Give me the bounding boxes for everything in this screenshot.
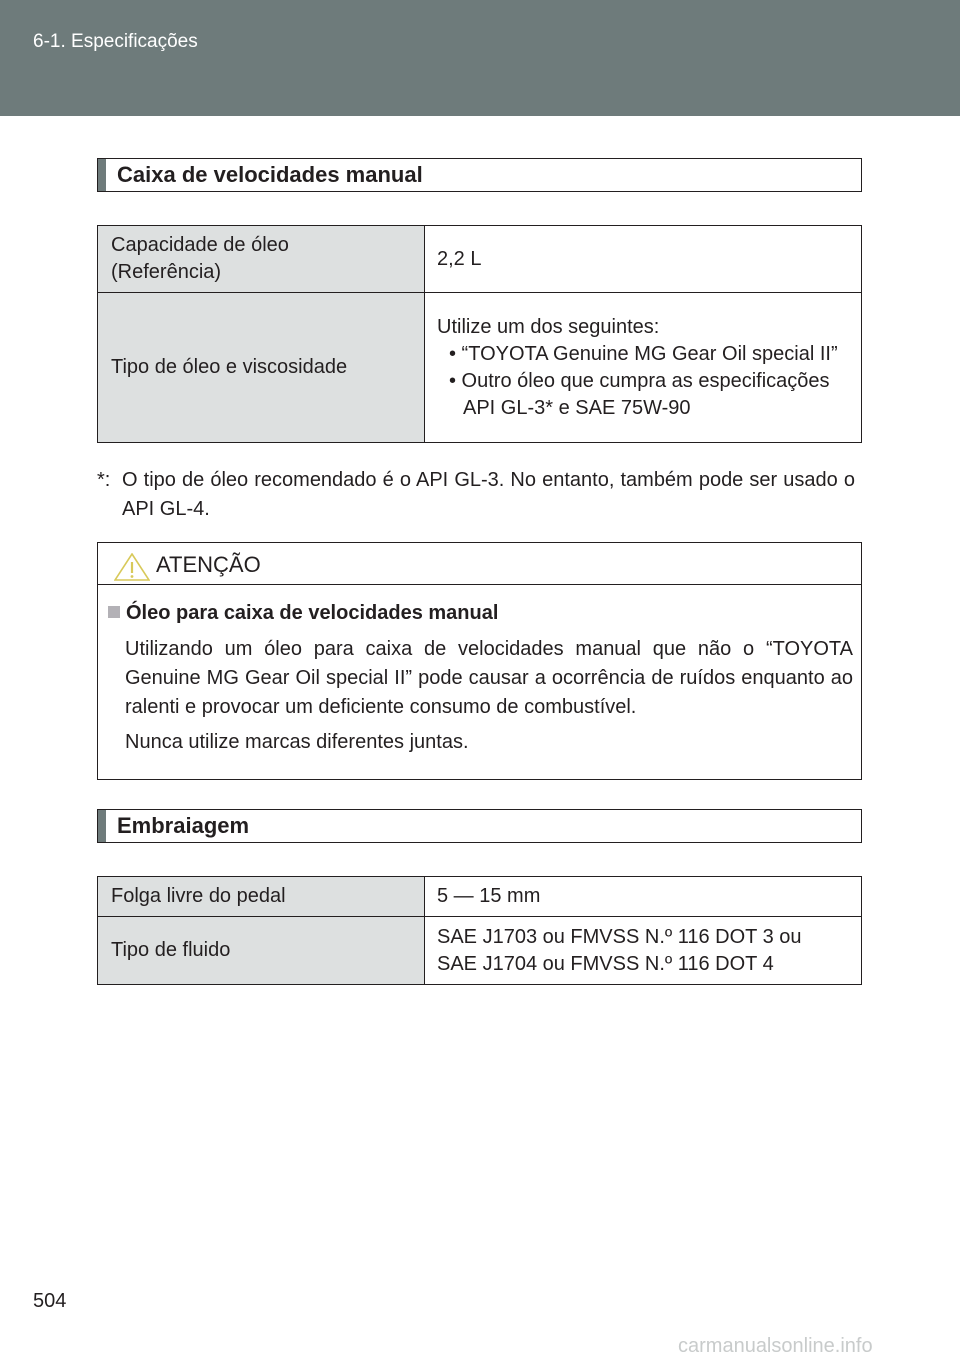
square-bullet-icon xyxy=(108,606,120,618)
clutch-heading xyxy=(97,809,862,843)
spec-bullet: • Outro óleo que cumpra as especificações API GL-3* e SAE 75W-90 xyxy=(449,369,830,419)
heading-accent xyxy=(98,159,106,191)
spec-value xyxy=(425,293,862,443)
manual-gearbox-heading-label: Caixa de velocidades manual xyxy=(117,162,423,187)
table-row xyxy=(98,917,862,985)
caution-item-title-text: Óleo para caixa de velocidades manual xyxy=(126,602,499,624)
clutch-spec-table xyxy=(97,876,862,985)
spec-value: 2,2 L xyxy=(425,226,862,293)
caution-title: ATENÇÃO xyxy=(156,552,261,577)
spec-key: Tipo de fluido xyxy=(98,917,425,985)
heading-accent xyxy=(98,810,106,842)
warning-triangle-icon xyxy=(114,553,150,581)
footnote-text: O tipo de óleo recomendado é o API GL-3. No entanto, também pode ser usado o API GL-4. xyxy=(122,469,855,520)
spec-value: 5 — 15 mm xyxy=(425,877,862,917)
spec-value-intro: Utilize um dos seguintes: xyxy=(437,315,660,338)
spec-bullet: • “TOYOTA Genuine MG Gear Oil special II” xyxy=(449,342,838,365)
section-title: 6-1. Especificações xyxy=(33,31,198,52)
spec-key-line: Capacidade de óleo xyxy=(111,234,289,256)
spec-key xyxy=(98,226,425,293)
page-number: 504 xyxy=(33,1290,67,1312)
caution-header xyxy=(98,543,861,585)
footnote xyxy=(97,466,855,524)
caution-box xyxy=(97,542,862,780)
spec-key-line: (Referência) xyxy=(111,261,222,283)
spec-value-line: SAE J1703 ou FMVSS N.º 116 DOT 3 ou xyxy=(437,925,802,948)
table-row xyxy=(98,293,862,443)
manual-gearbox-spec-table xyxy=(97,225,862,443)
spec-value xyxy=(425,917,862,985)
page-header-bar xyxy=(0,0,960,116)
manual-gearbox-heading xyxy=(97,158,862,192)
clutch-heading-label: Embraiagem xyxy=(117,813,250,838)
spec-key: Folga livre do pedal xyxy=(98,877,425,917)
table-row xyxy=(98,877,862,917)
caution-item-title xyxy=(108,602,498,625)
table-row xyxy=(98,226,862,293)
spec-key: Tipo de óleo e viscosidade xyxy=(98,293,425,443)
footnote-mark: *: xyxy=(97,469,111,491)
spec-value-line: SAE J1704 ou FMVSS N.º 116 DOT 4 xyxy=(437,952,774,975)
caution-paragraph: Nunca utilize marcas diferentes juntas. xyxy=(125,731,469,753)
caution-paragraph: Utilizando um óleo para caixa de velocidades manual que não o “TOYOTA Genuine MG Gear Oil special II” pode causar a ocorrência de ruídos enquanto ao ralenti e provocar um deficiente consumo de combustível. xyxy=(125,638,853,718)
watermark: carmanualsonline.info xyxy=(678,1335,873,1357)
